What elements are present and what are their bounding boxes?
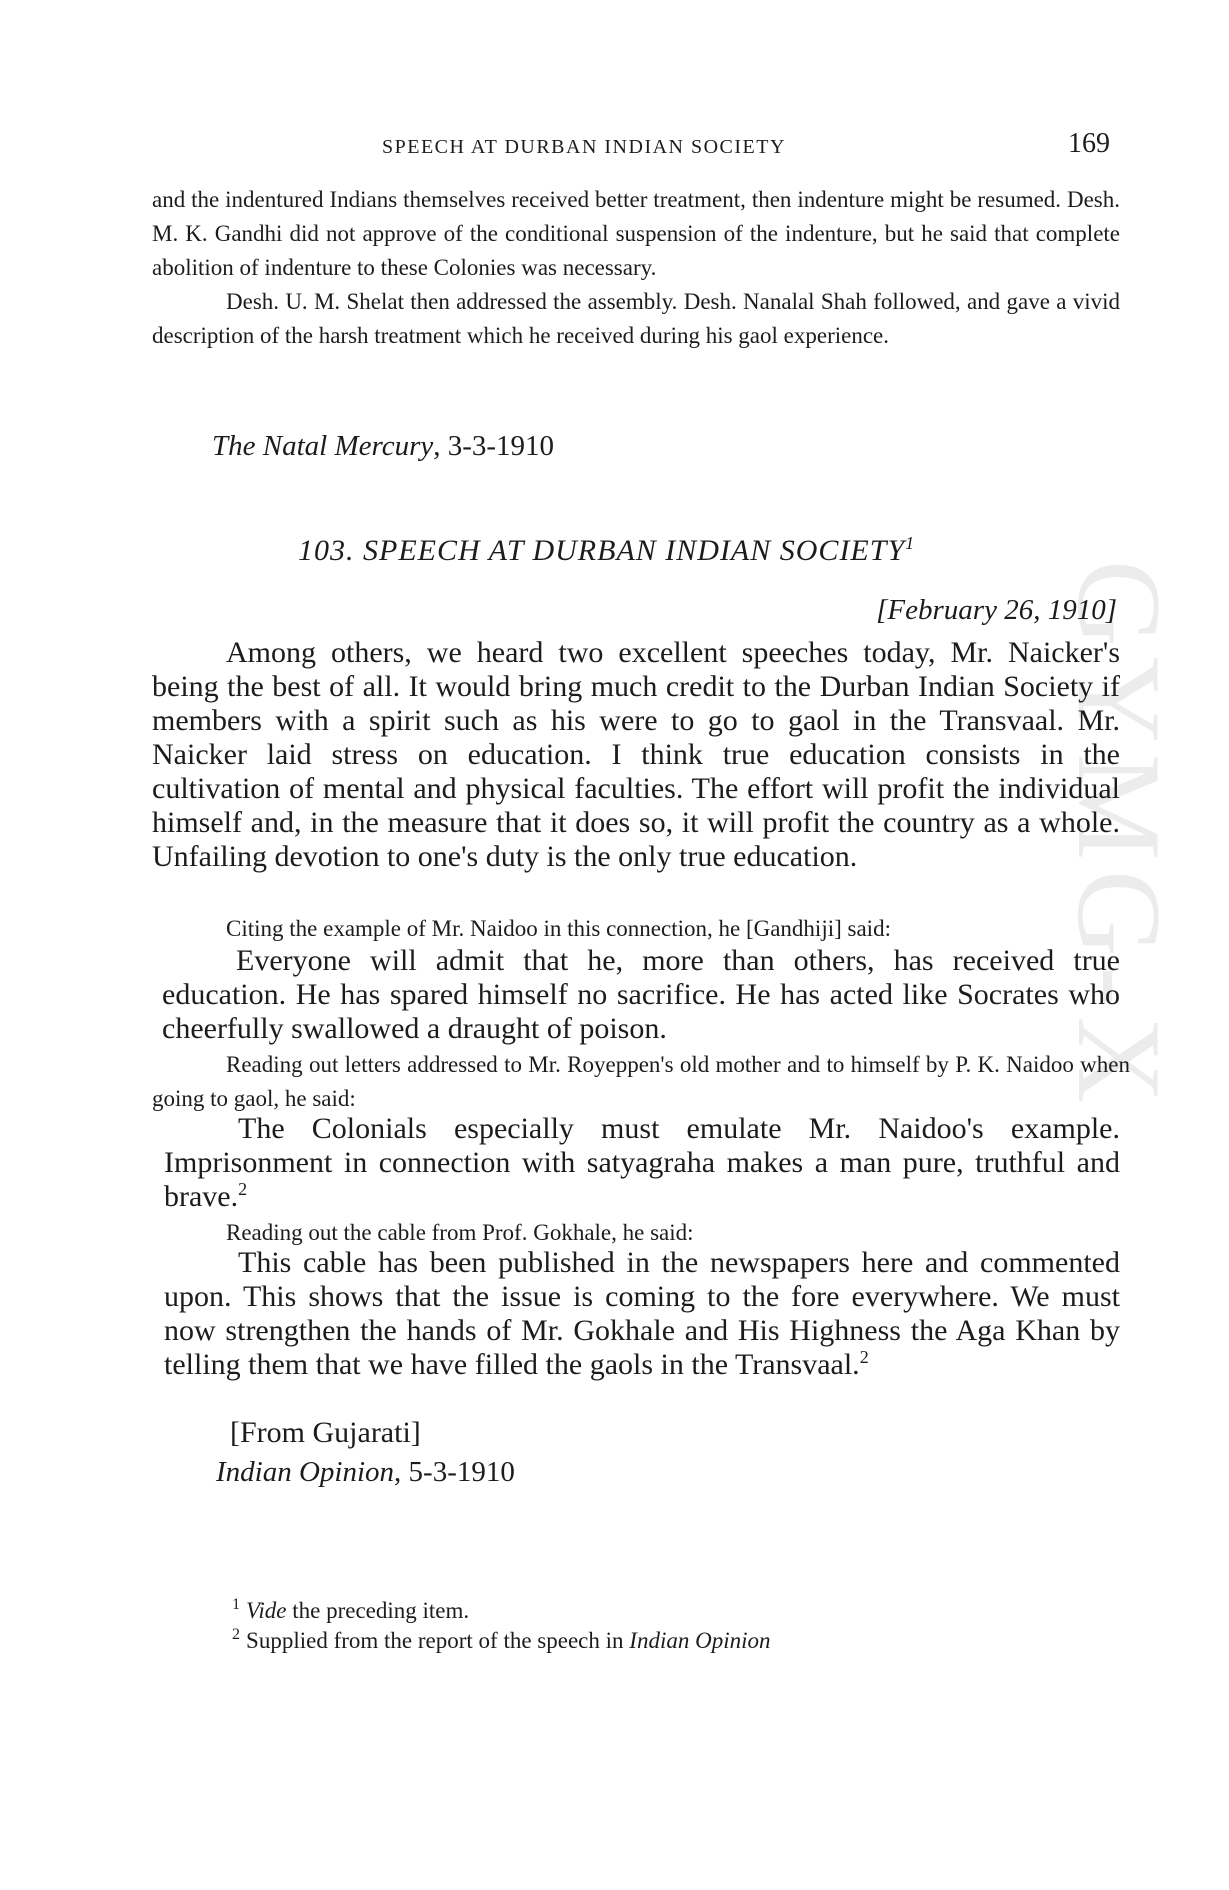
speech-paragraph-2: Everyone will admit that he, more than others, has received true education. He has spared himself no sacrifice. He has acted like Socrates who cheerfully swallowed a draught of poison. — [162, 944, 1120, 1045]
watermark: GYMG-X — [1053, 560, 1186, 1114]
source-date: , 5-3-1910 — [394, 1456, 515, 1488]
section-heading-text: 103. SPEECH AT DURBAN INDIAN SOCIETY — [298, 534, 906, 567]
speech-paragraph-4 — [164, 1246, 1120, 1382]
speech-date: [February 26, 1910] — [876, 594, 1117, 626]
paragraph-continuation — [152, 183, 1120, 353]
source-citation-mercury — [212, 430, 554, 463]
page-number: 169 — [1068, 128, 1110, 159]
footnote-text: the preceding item. — [286, 1598, 470, 1623]
source-title: The Natal Mercury — [212, 430, 434, 462]
footnote-ref-1: 1 — [905, 533, 916, 553]
running-title: SPEECH AT DURBAN INDIAN SOCIETY — [382, 136, 786, 158]
source-date: , 3-3-1910 — [433, 430, 555, 462]
translation-note: [From Gujarati] — [230, 1416, 421, 1449]
speech-paragraph-3 — [164, 1112, 1120, 1214]
narration-3: Reading out the cable from Prof. Gokhale, he said: — [226, 1220, 694, 1245]
footnote-number: 2 — [232, 1626, 241, 1644]
paragraph-indenture: and the indentured Indians themselves received better treatment, then indenture might be resumed. Desh. M. K. Gandhi did not approve of the conditional suspension of the indenture, but he said that complete abolition of indenture to these Colonies was necessary. — [152, 187, 1120, 280]
section-heading — [298, 534, 915, 568]
footnote-1 — [232, 1598, 469, 1624]
speech-paragraph-3-text: The Colonials especially must emulate Mr. Naidoo's example. Imprisonment in connection with satyagraha makes a man pure, truthful and brave. — [164, 1112, 1120, 1213]
source-citation-opinion — [216, 1456, 515, 1489]
narration-2: Reading out letters addressed to Mr. Royeppen's old mother and to himself by P. K. Naidoo when going to gaol, he said: — [152, 1052, 1130, 1111]
speech-paragraph-1: Among others, we heard two excellent speeches today, Mr. Naicker's being the best of all. It would bring much credit to the Durban Indian Society if members with a spirit such as his were to go to gaol in the Transvaal. Mr. Naicker laid stress on education. I think true education consists in the cultivation of mental and physical faculties. The effort will profit the individual himself and, in the measure that it does so, it will profit the country as a whole. Unfailing devotion to one's duty is the only true education. — [152, 636, 1120, 873]
paragraph-shelat: Desh. U. M. Shelat then addressed the assembly. Desh. Nanalal Shah followed, and gave a vivid description of the harsh treatment which he received during his gaol experience. — [152, 289, 1120, 348]
footnote-text: Supplied from the report of the speech in — [246, 1628, 630, 1653]
footnote-number: 1 — [232, 1596, 241, 1614]
footnote-italic: Vide — [246, 1598, 287, 1623]
footnote-ref-2b: 2 — [859, 1347, 869, 1367]
narration-1: Citing the example of Mr. Naidoo in this connection, he [Gandhiji] said: — [226, 916, 891, 941]
footnote-2 — [232, 1628, 770, 1654]
footnote-ref-2a: 2 — [238, 1179, 248, 1199]
source-title: Indian Opinion — [216, 1456, 395, 1488]
speech-paragraph-4-text: This cable has been published in the newspapers here and commented upon. This shows that the issue is coming to the fore everywhere. We must now strengthen the hands of Mr. Gokhale and His Highness the Aga Khan by telling them that we have filled the gaols in the Transvaal. — [164, 1246, 1120, 1381]
footnote-italic: Indian Opinion — [629, 1628, 771, 1653]
